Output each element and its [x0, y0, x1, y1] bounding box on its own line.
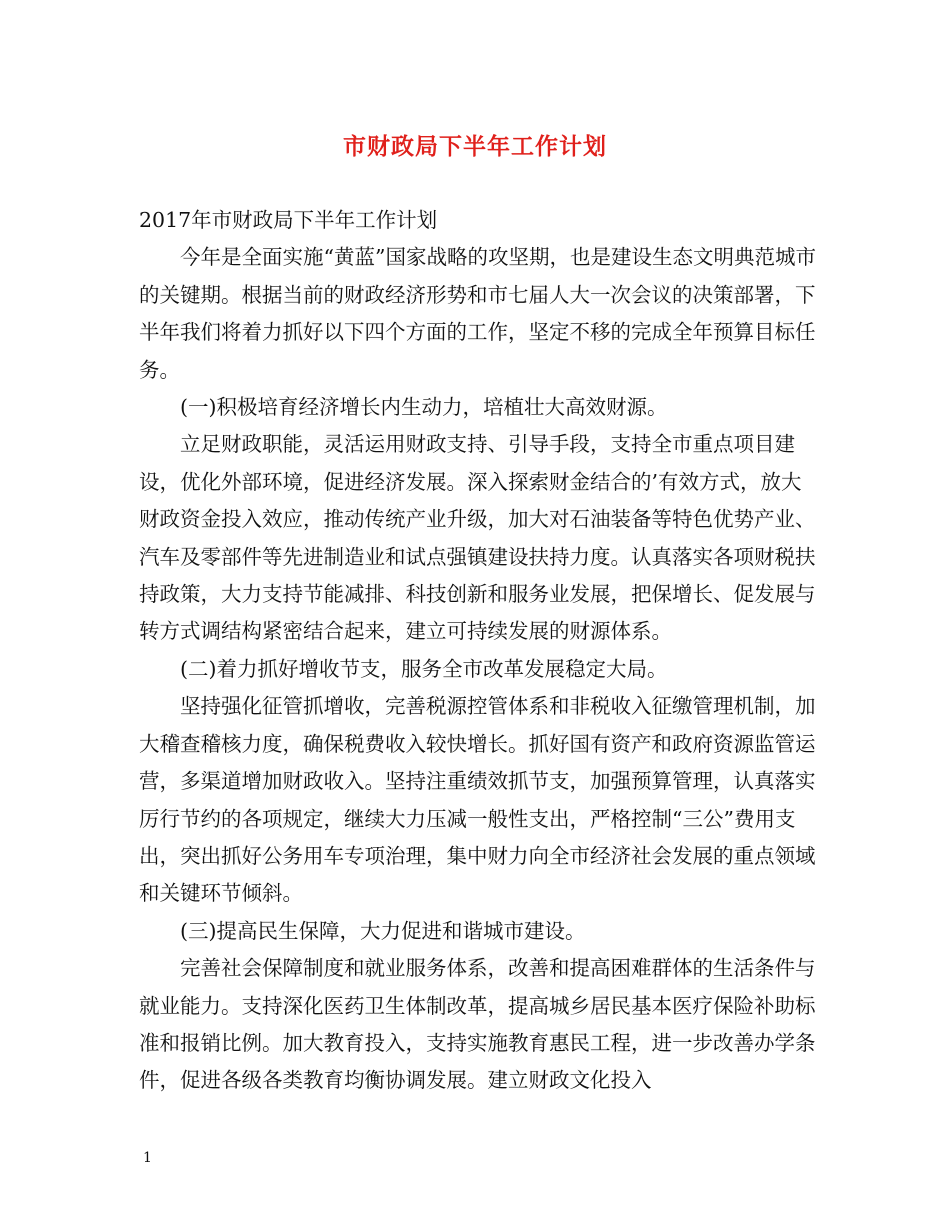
section-heading-1: (一)积极培育经济增长内生动力，培植壮大高效财源。: [180, 395, 668, 420]
document-body: [139, 202, 819, 1100]
section-heading-2: (二)着力抓好增收节支，服务全市改革发展稳定大局。: [180, 656, 668, 681]
page-number: 1: [143, 1150, 152, 1166]
paragraph-section-3: 完善社会保障制度和就业服务体系，改善和提高困难群体的生活条件与就业能力。支持深化医药卫生体制改革，提高城乡居民基本医疗保险补助标准和报销比例。加大教育投入，支持实施教育惠民工程，进一步改善办学条件，促进各级各类教育均衡协调发展。建立财政文化投入: [139, 956, 816, 1093]
document-subtitle: 2017年市财政局下半年工作计划: [139, 208, 438, 232]
paragraph-section-2: 坚持强化征管抓增收，完善税源控管体系和非税收入征缴管理机制，加大稽查稽核力度，确保税费收入较快增长。抓好国有资产和政府资源监管运营，多渠道增加财政收入。坚持注重绩效抓节支，加强预算管理，认真落实厉行节约的各项规定，继续大力压减一般性支出，严格控制“三公”费用支出，突出抓好公务用车专项治理，集中财力向全市经济社会发展的重点领域和关键环节倾斜。: [139, 694, 816, 906]
document-title: 市财政局下半年工作计划: [343, 133, 607, 160]
paragraph-section-1: 立足财政职能，灵活运用财政支持、引导手段，支持全市重点项目建设，优化外部环境，促进经济发展。深入探索财金结合的’有效方式，放大财政资金投入效应，推动传统产业升级，加大对石油装备等特色优势产业、汽车及零部件等先进制造业和试点强镇建设扶持力度。认真落实各项财税扶持政策，大力支持节能减排、科技创新和服务业发展，把保增长、促发展与转方式调结构紧密结合起来，建立可持续发展的财源体系。: [139, 432, 816, 644]
section-heading-3: (三)提高民生保障，大力促进和谐城市建设。: [180, 918, 586, 943]
paragraph-intro: 今年是全面实施“黄蓝”国家战略的攻坚期，也是建设生态文明典范城市的关键期。根据当前的财政经济形势和市七届人大一次会议的决策部署，下半年我们将着力抓好以下四个方面的工作，坚定不移的完成全年预算目标任务。: [139, 245, 816, 382]
